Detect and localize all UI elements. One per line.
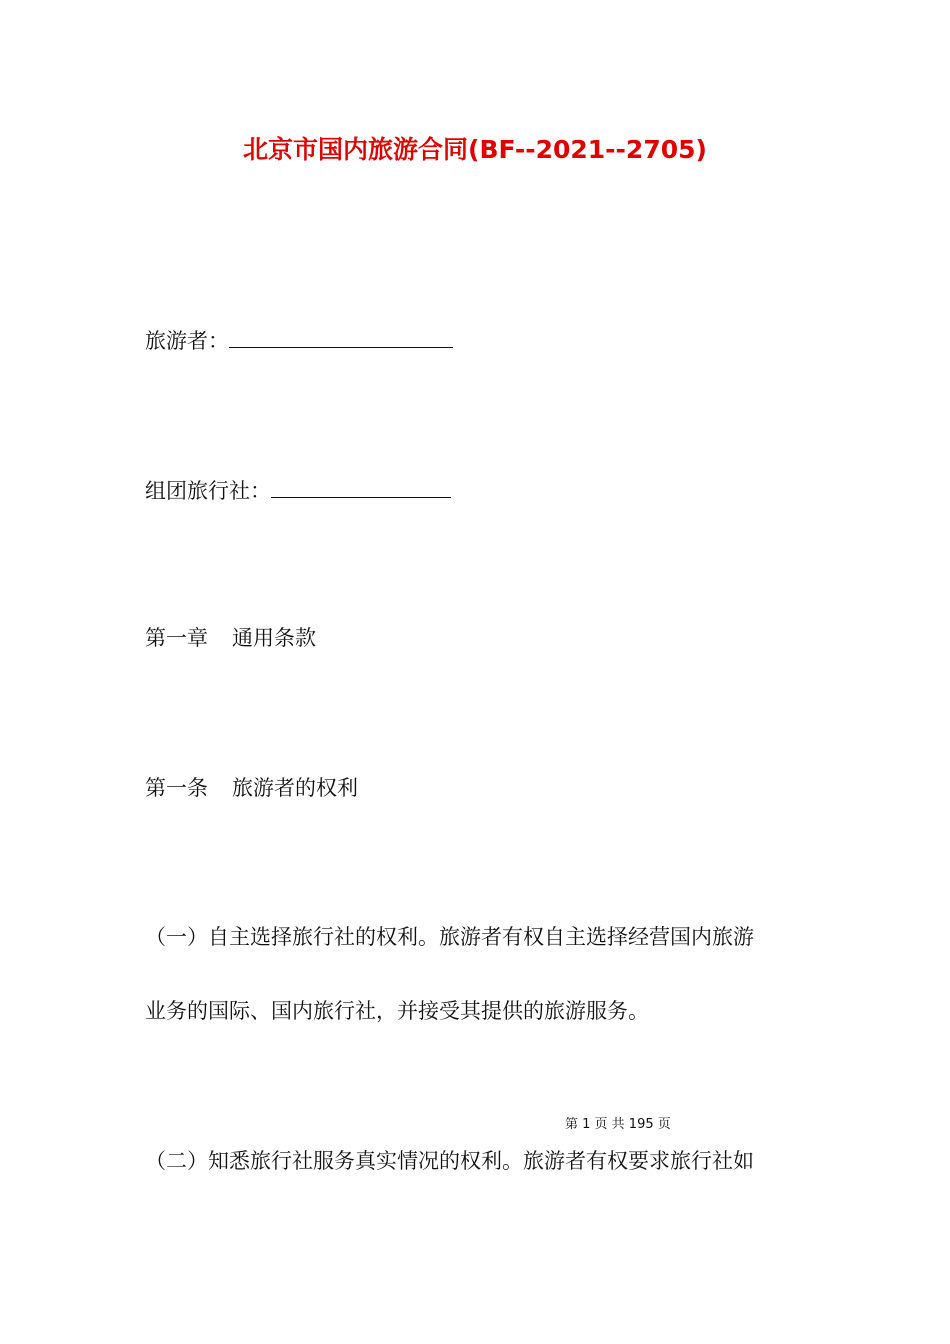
- chapter-number: 第一章: [145, 626, 208, 650]
- article-number: 第一条: [145, 776, 208, 800]
- document-title: 北京市国内旅游合同(BF--2021--2705): [243, 135, 707, 164]
- agency-label: 组团旅行社：: [145, 479, 271, 503]
- article-name: 旅游者的权利: [232, 776, 358, 800]
- article-heading: [145, 773, 358, 803]
- traveler-blank-line[interactable]: [229, 325, 453, 348]
- agency-blank-line[interactable]: [271, 475, 451, 498]
- paragraph-1-line-2: 业务的国际、国内旅行社，并接受其提供的旅游服务。: [145, 999, 649, 1023]
- agency-field: [145, 475, 451, 506]
- page-footer: 第 1 页 共 195 页: [565, 1117, 671, 1132]
- traveler-field: [145, 325, 453, 356]
- paragraph-1-line-1: （一）自主选择旅行社的权利。旅游者有权自主选择经营国内旅游: [145, 925, 754, 949]
- chapter-name: 通用条款: [232, 626, 316, 650]
- traveler-label: 旅游者：: [145, 329, 229, 353]
- paragraph-2-line-1: （二）知悉旅行社服务真实情况的权利。旅游者有权要求旅行社如: [145, 1149, 754, 1173]
- chapter-heading: [145, 623, 316, 653]
